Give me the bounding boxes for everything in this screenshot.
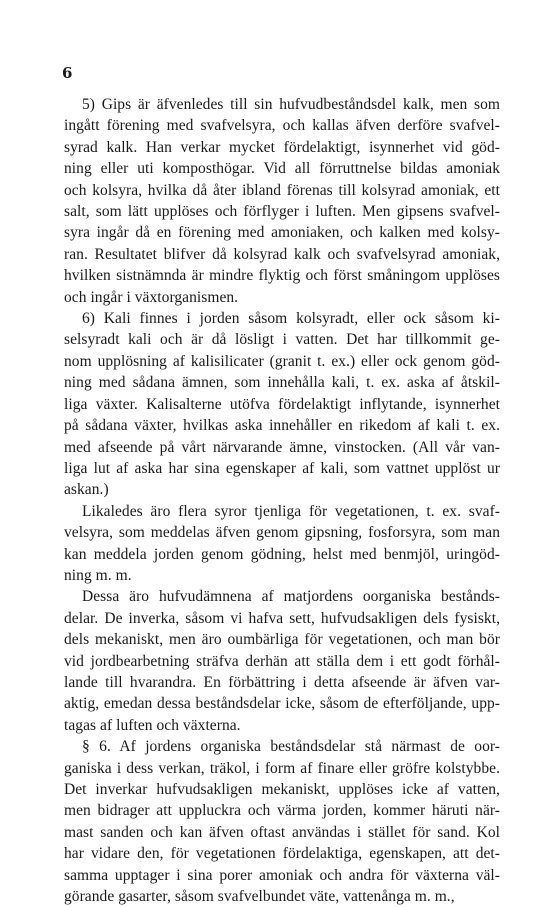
text-line: samma upptager i sina porer amoniak och andra för växterna väl- — [64, 866, 500, 884]
text-line: på sådana växter, hvilkas aska innehåller en rikedom af kali t. ex. — [64, 417, 500, 435]
text-line: aktig, emedan dessa beståndsdelar icke, såsom de efterföljande, upp- — [64, 695, 500, 713]
text-line: ning eller uti komposthögar. Vid all förruttnelse bildas amoniak — [64, 160, 500, 178]
text-line: 6) Kali finnes i jorden såsom kolsyradt, eller ock såsom ki- — [82, 310, 500, 328]
text-line: askan.) — [64, 481, 109, 499]
text-line: Likaledes äro flera syror tjenliga för vegetationen, t. ex. svaf- — [82, 502, 500, 520]
text-line: syrad kalk. Han verkar mycket fördelaktigt, isynnerhet vid göd- — [64, 138, 500, 156]
text-line: ning med sådana ämnen, som innehålla kali, t. ex. aska af åtskil- — [64, 374, 500, 392]
text-line: med afseende på vårt närvarande ämne, vinstocken. (All vår van- — [64, 438, 500, 456]
text-line: kan meddela jorden genom gödning, helst med benmjöl, uringöd- — [64, 545, 500, 563]
text-line: hvilken sistnämnda är mindre flyktig och först småningom upplöses — [64, 267, 500, 285]
text-line: ran. Resultatet blifver då kolsyrad kalk och svafvelsyrad amoniak, — [64, 245, 500, 263]
text-line: ingått förening med svafvelsyra, och kallas äfven derföre svafvel- — [64, 117, 500, 135]
text-line: ning m. m. — [64, 566, 132, 584]
text-line: görande gasarter, såsom svafvelbundet väte, vattenånga m. m., — [64, 888, 455, 906]
text-line: ganiska i dess verkan, träkol, i form af finare eller gröfre kolstybbe. — [64, 759, 500, 777]
text-line: och kolsyra, hvilka då åter ibland förenas till kolsyrad amoniak, ett — [64, 181, 500, 199]
text-line: liga lut af aska har sina egenskaper af kali, som vattnet upplöst ur — [64, 459, 500, 477]
text-line: dels mekaniskt, men äro oumbärliga för vegetationen, och man bör — [64, 631, 500, 649]
text-line: liga växter. Kalisalterne utöfva fördelaktigt inflytande, isynnerhet — [64, 395, 500, 413]
text-line: lande till hvarandra. En förbättring i detta afseende är äfven var- — [64, 673, 500, 691]
page-text — [64, 94, 500, 907]
text-line: och ingår i växtorganismen. — [64, 288, 239, 306]
text-line: selsyradt kali och är då lösligt i vatten. Det har tillkommit ge- — [64, 331, 500, 349]
text-line: salt, som lätt upplöses och förflyger i luften. Men gipsens svafvel- — [64, 203, 500, 221]
page-number: 6 — [62, 64, 73, 82]
text-line: Det inverkar hufvudsakligen mekaniskt, upplöses icke af vatten, — [64, 781, 500, 798]
text-line: delar. De inverka, såsom vi hafva sett, hufvudsakligen dels fysiskt, — [64, 609, 500, 627]
text-line: tagas af luften och växterna. — [64, 716, 241, 734]
text-line: 5) Gips är äfvenledes till sin hufvudbeståndsdel kalk, men som — [82, 96, 500, 113]
text-line: vid jordbearbetning sträfva derhän att ställa dem i ett godt förhål- — [64, 652, 500, 670]
text-line: § 6. Af jordens organiska beståndsdelar stå närmast de oor- — [82, 738, 500, 756]
text-line: Dessa äro hufvudämnena af matjordens oorganiska bestånds- — [82, 588, 500, 606]
text-line: nom upplösning af kalisilicater (granit t. ex.) eller ock genom göd- — [64, 352, 500, 370]
text-line: syra ingår då en förening med amoniaken, och kalken med kolsy- — [64, 224, 500, 242]
text-line: mast sanden och kan äfven oftast användas i stället för sand. Kol — [64, 823, 500, 841]
text-line: velsyra, som meddelas äfven genom gipsning, fosforsyra, som man — [64, 524, 500, 542]
text-line: men bidrager att uppluckra och värma jorden, kommer häruti när- — [64, 802, 500, 820]
text-line: har vidare den, för vegetationen fördelaktiga, egenskapen, att det- — [64, 845, 500, 863]
